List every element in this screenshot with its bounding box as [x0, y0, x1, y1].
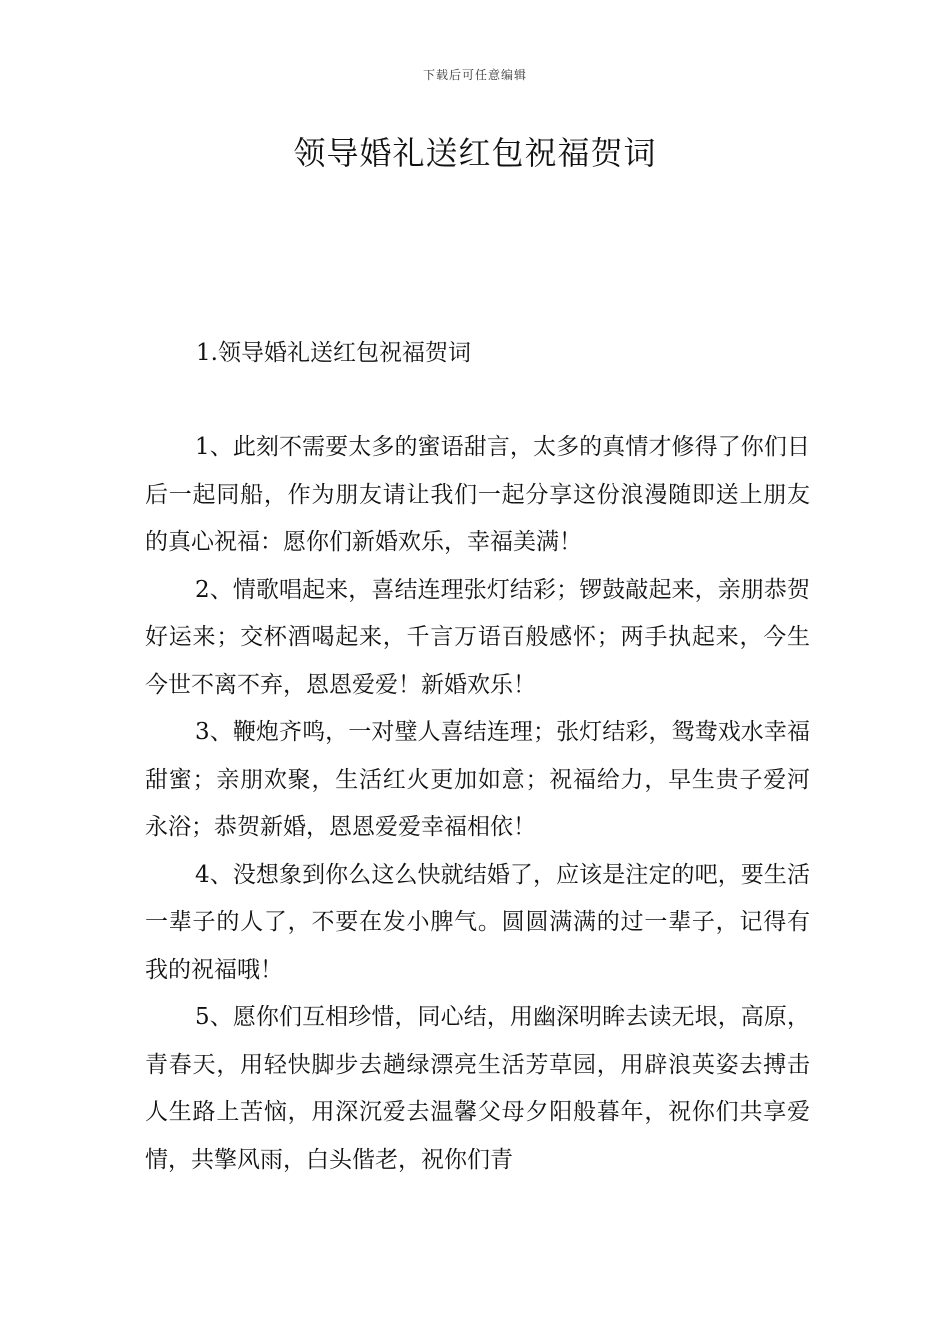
paragraph-2: 2、情歌唱起来，喜结连理张灯结彩；锣鼓敲起来，亲朋恭贺好运来；交杯酒喝起来，千言万语百般感怀；两手执起来，今生今世不离不弃，恩恩爱爱！新婚欢乐！ — [145, 576, 810, 698]
body-text — [145, 424, 810, 1184]
paragraph-1: 1、此刻不需要太多的蜜语甜言，太多的真情才修得了你们日后一起同船，作为朋友请让我们一起分享这份浪漫随即送上朋友的真心祝福：愿你们新婚欢乐，幸福美满！ — [145, 434, 810, 555]
paragraph-4: 4、没想象到你么这么快就结婚了，应该是注定的吧，要生活一辈子的人了，不要在发小脾气。圆圆满满的过一辈子，记得有我的祝福哦！ — [145, 861, 810, 983]
header-note: 下载后可任意编辑 — [422, 68, 527, 82]
section-heading: 1.领导婚礼送红包祝福贺词 — [196, 340, 471, 366]
document-title: 领导婚礼送红包祝福贺词 — [293, 134, 657, 172]
paragraph-3: 3、鞭炮齐鸣，一对璧人喜结连理；张灯结彩，鸳鸯戏水幸福甜蜜；亲朋欢聚，生活红火更加如意；祝福给力，早生贵子爱河永浴；恭贺新婚，恩恩爱爱幸福相依！ — [145, 719, 810, 840]
paragraph-5: 5、愿你们互相珍惜，同心结，用幽深明眸去读无垠，高原，青春天，用轻快脚步去趟绿漂亮生活芳草园，用辟浪英姿去搏击人生路上苦恼，用深沉爱去温馨父母夕阳般暮年，祝你们共享爱情，共擎风雨，白头偕老，祝你们青 — [145, 1004, 810, 1173]
